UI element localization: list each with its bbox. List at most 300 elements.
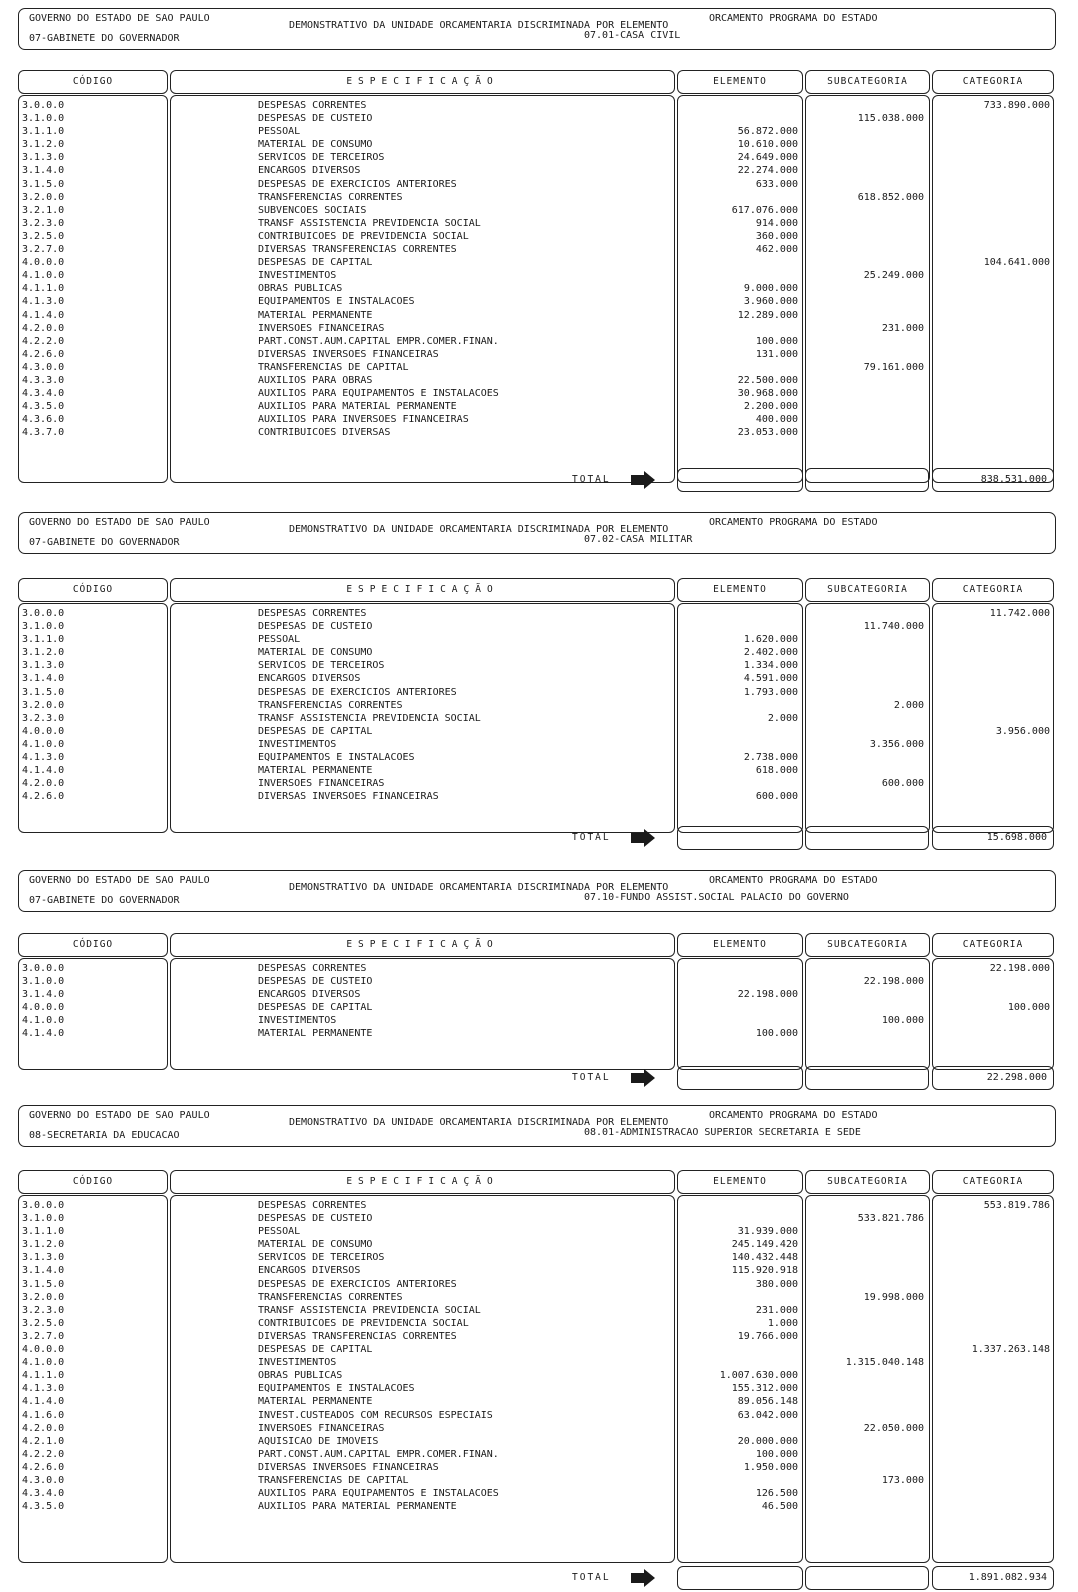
row-elemento: 2.402.000: [743, 647, 798, 659]
row-specification: DIVERSAS TRANSFERENCIAS CORRENTES: [258, 244, 457, 256]
row-elemento: 2.200.000: [743, 401, 798, 413]
row-specification: AUXILIOS PARA MATERIAL PERMANENTE: [258, 401, 457, 413]
row-code: 4.1.0.0: [22, 270, 65, 282]
budget-table: [18, 70, 1054, 484]
row-code: 3.1.4.0: [22, 673, 65, 685]
row-specification: INVERSOES FINANCEIRAS: [258, 1422, 385, 1434]
row-specification: TRANSFERENCIAS DE CAPITAL: [258, 361, 409, 373]
row-code: 3.1.0.0: [22, 113, 65, 125]
header-title: DEMONSTRATIVO DA UNIDADE ORCAMENTARIA DISCRIMINADA POR ELEMENTO: [289, 524, 669, 535]
table-row: [18, 191, 1054, 204]
row-specification: DIVERSAS INVERSOES FINANCEIRAS: [258, 791, 439, 803]
row-code: 4.1.6.0: [22, 1409, 65, 1421]
row-specification: EQUIPAMENTOS E INSTALACOES: [258, 1383, 415, 1395]
table-row: [18, 1291, 1054, 1304]
row-elemento: 100.000: [755, 1028, 798, 1040]
row-subcategoria: 173.000: [881, 1474, 924, 1486]
row-elemento: 56.872.000: [737, 126, 798, 138]
table-row: [18, 1356, 1054, 1369]
header-program: ORCAMENTO PROGRAMA DO ESTADO: [709, 875, 878, 886]
table-rows: [18, 1199, 1054, 1513]
row-code: 3.1.4.0: [22, 1265, 65, 1277]
row-specification: SUBVENCOES SOCIAIS: [258, 204, 367, 216]
row-specification: TRANSFERENCIAS CORRENTES: [258, 699, 403, 711]
column-header-categoria: CATEGORIA: [932, 578, 1054, 602]
row-elemento: 22.198.000: [737, 989, 798, 1001]
table-row: [18, 230, 1054, 243]
row-code: 3.2.3.0: [22, 1304, 65, 1316]
row-elemento: 23.053.000: [737, 427, 798, 439]
table-row: [18, 348, 1054, 361]
column-header-codigo: CÓDIGO: [18, 578, 168, 602]
row-specification: DESPESAS DE CAPITAL: [258, 1002, 373, 1014]
table-row: [18, 374, 1054, 387]
row-code: 3.2.5.0: [22, 1317, 65, 1329]
column-header-subcategoria: SUBCATEGORIA: [805, 1170, 930, 1194]
row-subcategoria: 2.000: [893, 699, 924, 711]
row-elemento: 2.000: [767, 712, 798, 724]
header-subunit: 07.02-CASA MILITAR: [584, 534, 693, 545]
table-row: [18, 1382, 1054, 1395]
table-row: [18, 1199, 1054, 1212]
column-header-categoria: CATEGORIA: [932, 1170, 1054, 1194]
row-subcategoria: 618.852.000: [857, 191, 924, 203]
row-code: 3.2.0.0: [22, 1291, 65, 1303]
total-label: TOTAL: [572, 1572, 611, 1583]
row-specification: TRANSFERENCIAS DE CAPITAL: [258, 1474, 409, 1486]
table-row: [18, 99, 1054, 112]
total-box-categoria: 15.698.000: [932, 826, 1054, 850]
row-specification: PESSOAL: [258, 634, 301, 646]
header-government: GOVERNO DO ESTADO DE SAO PAULO: [29, 875, 210, 886]
table-row: [18, 1435, 1054, 1448]
row-specification: CONTRIBUICOES DE PREVIDENCIA SOCIAL: [258, 1317, 469, 1329]
row-code: 3.2.0.0: [22, 191, 65, 203]
row-code: 3.1.2.0: [22, 647, 65, 659]
table-row: [18, 1014, 1054, 1027]
row-specification: PART.CONST.AUM.CAPITAL EMPR.COMER.FINAN.: [258, 1448, 499, 1460]
row-specification: AUXILIOS PARA EQUIPAMENTOS E INSTALACOES: [258, 1488, 499, 1500]
row-specification: DIVERSAS INVERSOES FINANCEIRAS: [258, 1461, 439, 1473]
row-categoria: 553.819.786: [983, 1200, 1050, 1211]
row-subcategoria: 25.249.000: [863, 270, 924, 282]
header-program: ORCAMENTO PROGRAMA DO ESTADO: [709, 1110, 878, 1121]
table-row: [18, 1264, 1054, 1277]
row-code: 4.2.6.0: [22, 791, 65, 803]
row-code: 4.3.6.0: [22, 414, 65, 426]
table-row: [18, 426, 1054, 439]
table-row: [18, 400, 1054, 413]
row-code: 4.2.0.0: [22, 1422, 65, 1434]
table-row: [18, 1317, 1054, 1330]
header-title: DEMONSTRATIVO DA UNIDADE ORCAMENTARIA DISCRIMINADA POR ELEMENTO: [289, 882, 669, 893]
table-row: [18, 309, 1054, 322]
row-specification: AUXILIOS PARA INVERSOES FINANCEIRAS: [258, 414, 469, 426]
table-row: [18, 1001, 1054, 1014]
row-code: 4.3.3.0: [22, 374, 65, 386]
table-row: [18, 151, 1054, 164]
row-code: 3.1.5.0: [22, 178, 65, 190]
row-specification: DIVERSAS TRANSFERENCIAS CORRENTES: [258, 1330, 457, 1342]
row-elemento: 155.312.000: [731, 1383, 798, 1395]
total-box-elemento: [677, 468, 803, 492]
row-specification: DIVERSAS INVERSOES FINANCEIRAS: [258, 348, 439, 360]
row-elemento: 30.968.000: [737, 388, 798, 400]
row-code: 4.3.4.0: [22, 1488, 65, 1500]
row-specification: DESPESAS DE CUSTEIO: [258, 621, 373, 633]
row-code: 4.0.0.0: [22, 257, 65, 269]
row-elemento: 600.000: [755, 791, 798, 803]
row-categoria: 104.641.000: [983, 257, 1050, 269]
row-elemento: 100.000: [755, 1448, 798, 1460]
total-row: [0, 1566, 1078, 1590]
row-code: 4.2.1.0: [22, 1435, 65, 1447]
row-categoria: 3.956.000: [995, 725, 1050, 737]
row-specification: TRANSFERENCIAS CORRENTES: [258, 191, 403, 203]
row-elemento: 1.007.630.000: [719, 1370, 798, 1382]
row-specification: INVESTIMENTOS: [258, 738, 337, 750]
row-specification: PESSOAL: [258, 1226, 301, 1238]
budget-table: [18, 578, 1054, 834]
row-elemento: 1.950.000: [743, 1461, 798, 1473]
row-categoria: 1.337.263.148: [971, 1344, 1050, 1356]
row-specification: INVERSOES FINANCEIRAS: [258, 778, 385, 790]
row-specification: PESSOAL: [258, 126, 301, 138]
header-unit: 07-GABINETE DO GOVERNADOR: [29, 33, 180, 44]
row-categoria: 100.000: [1007, 1002, 1050, 1014]
table-row: [18, 164, 1054, 177]
table-row: [18, 633, 1054, 646]
row-code: 4.0.0.0: [22, 1002, 65, 1014]
row-specification: ENCARGOS DIVERSOS: [258, 673, 361, 685]
table-row: [18, 335, 1054, 348]
row-specification: MATERIAL PERMANENTE: [258, 1028, 373, 1040]
row-code: 4.1.3.0: [22, 296, 65, 308]
row-specification: DESPESAS DE CAPITAL: [258, 257, 373, 269]
row-elemento: 126.500: [755, 1488, 798, 1500]
table-row: [18, 387, 1054, 400]
row-code: 4.3.0.0: [22, 1474, 65, 1486]
row-elemento: 4.591.000: [743, 673, 798, 685]
total-label: TOTAL: [572, 832, 611, 843]
row-code: 4.1.4.0: [22, 1396, 65, 1408]
row-elemento: 618.000: [755, 765, 798, 777]
row-code: 4.1.1.0: [22, 1370, 65, 1382]
total-row: [0, 468, 1078, 492]
header-subunit: 07.10-FUNDO ASSIST.SOCIAL PALACIO DO GOVERNO: [584, 892, 849, 903]
row-elemento: 1.620.000: [743, 634, 798, 646]
table-row: [18, 764, 1054, 777]
row-code: 3.1.2.0: [22, 1239, 65, 1251]
row-code: 4.1.4.0: [22, 765, 65, 777]
table-row: [18, 1330, 1054, 1343]
header-unit: 07-GABINETE DO GOVERNADOR: [29, 537, 180, 548]
column-header-codigo: CÓDIGO: [18, 1170, 168, 1194]
table-row: [18, 1409, 1054, 1422]
row-specification: ENCARGOS DIVERSOS: [258, 989, 361, 1001]
row-elemento: 10.610.000: [737, 139, 798, 151]
column-header-codigo: CÓDIGO: [18, 933, 168, 957]
table-row: [18, 988, 1054, 1001]
row-subcategoria: 115.038.000: [857, 113, 924, 125]
header-program: ORCAMENTO PROGRAMA DO ESTADO: [709, 13, 878, 24]
row-code: 3.1.0.0: [22, 1213, 65, 1225]
table-rows: [18, 99, 1054, 439]
row-code: 4.1.0.0: [22, 738, 65, 750]
row-code: 4.0.0.0: [22, 1344, 65, 1356]
row-subcategoria: 11.740.000: [863, 621, 924, 633]
total-box-subcategoria: [805, 1566, 929, 1590]
row-code: 3.1.4.0: [22, 165, 65, 177]
row-elemento: 9.000.000: [743, 283, 798, 295]
table-row: [18, 1369, 1054, 1382]
table-row: [18, 1422, 1054, 1435]
total-box-elemento: [677, 1066, 803, 1090]
section-header: [18, 8, 1056, 50]
table-row: [18, 295, 1054, 308]
row-specification: MATERIAL DE CONSUMO: [258, 139, 373, 151]
table-row: [18, 1487, 1054, 1500]
row-code: 3.2.3.0: [22, 712, 65, 724]
row-code: 3.1.1.0: [22, 634, 65, 646]
row-elemento: 46.500: [761, 1501, 798, 1513]
column-header-elemento: ELEMENTO: [677, 70, 803, 94]
row-code: 3.0.0.0: [22, 963, 65, 974]
table-row: [18, 322, 1054, 335]
column-header-subcategoria: SUBCATEGORIA: [805, 933, 930, 957]
row-specification: DESPESAS DE EXERCICIOS ANTERIORES: [258, 1278, 457, 1290]
row-elemento: 380.000: [755, 1278, 798, 1290]
row-subcategoria: 1.315.040.148: [845, 1357, 924, 1369]
row-code: 3.1.4.0: [22, 989, 65, 1001]
column-header-subcategoria: SUBCATEGORIA: [805, 578, 930, 602]
row-specification: AUXILIOS PARA MATERIAL PERMANENTE: [258, 1501, 457, 1513]
row-subcategoria: 22.050.000: [863, 1422, 924, 1434]
row-specification: MATERIAL PERMANENTE: [258, 309, 373, 321]
row-specification: INVESTIMENTOS: [258, 270, 337, 282]
row-specification: DESPESAS DE EXERCICIOS ANTERIORES: [258, 178, 457, 190]
row-code: 4.1.0.0: [22, 1015, 65, 1027]
row-code: 3.0.0.0: [22, 100, 65, 111]
total-box-elemento: [677, 1566, 803, 1590]
table-row: [18, 975, 1054, 988]
row-code: 4.3.5.0: [22, 401, 65, 413]
table-row: [18, 138, 1054, 151]
budget-table: [18, 1170, 1054, 1564]
row-specification: MATERIAL DE CONSUMO: [258, 1239, 373, 1251]
column-header-elemento: ELEMENTO: [677, 933, 803, 957]
row-code: 4.2.6.0: [22, 1461, 65, 1473]
row-elemento: 19.766.000: [737, 1330, 798, 1342]
row-code: 3.0.0.0: [22, 608, 65, 619]
row-specification: CONTRIBUICOES DIVERSAS: [258, 427, 391, 439]
header-government: GOVERNO DO ESTADO DE SAO PAULO: [29, 1110, 210, 1121]
total-box-subcategoria: [805, 826, 929, 850]
table-row: [18, 738, 1054, 751]
total-box-categoria: 1.891.082.934: [932, 1566, 1054, 1590]
table-row: [18, 269, 1054, 282]
row-elemento: 20.000.000: [737, 1435, 798, 1447]
column-header-especificacao: ESPECIFICAÇÃO: [170, 933, 675, 957]
row-elemento: 140.432.448: [731, 1252, 798, 1264]
row-specification: SERVICOS DE TERCEIROS: [258, 152, 385, 164]
column-header-especificacao: ESPECIFICAÇÃO: [170, 578, 675, 602]
row-code: 3.1.2.0: [22, 139, 65, 151]
row-specification: MATERIAL PERMANENTE: [258, 765, 373, 777]
row-specification: EQUIPAMENTOS E INSTALACOES: [258, 296, 415, 308]
row-code: 4.1.1.0: [22, 283, 65, 295]
row-code: 4.2.0.0: [22, 778, 65, 790]
table-row: [18, 686, 1054, 699]
row-specification: AUXILIOS PARA EQUIPAMENTOS E INSTALACOES: [258, 388, 499, 400]
row-code: 3.1.3.0: [22, 660, 65, 672]
row-subcategoria: 100.000: [881, 1015, 924, 1027]
row-code: 3.1.5.0: [22, 686, 65, 698]
column-header-elemento: ELEMENTO: [677, 1170, 803, 1194]
row-code: 4.3.5.0: [22, 1501, 65, 1513]
arrow-right-icon: [630, 1569, 656, 1587]
row-code: 3.1.1.0: [22, 126, 65, 138]
table-row: [18, 243, 1054, 256]
row-elemento: 3.960.000: [743, 296, 798, 308]
section-header: [18, 512, 1056, 554]
total-row: [0, 826, 1078, 850]
header-unit: 08-SECRETARIA DA EDUCACAO: [29, 1130, 180, 1141]
column-header-especificacao: ESPECIFICAÇÃO: [170, 1170, 675, 1194]
row-elemento: 914.000: [755, 217, 798, 229]
row-subcategoria: 600.000: [881, 778, 924, 790]
row-specification: DESPESAS DE CUSTEIO: [258, 976, 373, 988]
row-code: 4.1.0.0: [22, 1357, 65, 1369]
header-title: DEMONSTRATIVO DA UNIDADE ORCAMENTARIA DISCRIMINADA POR ELEMENTO: [289, 20, 669, 31]
row-specification: TRANSF ASSISTENCIA PREVIDENCIA SOCIAL: [258, 712, 481, 724]
table-row: [18, 751, 1054, 764]
header-government: GOVERNO DO ESTADO DE SAO PAULO: [29, 517, 210, 528]
table-row: [18, 1500, 1054, 1513]
row-specification: SERVICOS DE TERCEIROS: [258, 1252, 385, 1264]
table-row: [18, 1225, 1054, 1238]
row-code: 4.3.4.0: [22, 388, 65, 400]
row-subcategoria: 79.161.000: [863, 361, 924, 373]
section-header: [18, 1105, 1056, 1147]
column-header-subcategoria: SUBCATEGORIA: [805, 70, 930, 94]
row-elemento: 89.056.148: [737, 1396, 798, 1408]
row-code: 3.2.5.0: [22, 230, 65, 242]
table-row: [18, 361, 1054, 374]
arrow-right-icon: [630, 1069, 656, 1087]
row-code: 4.2.0.0: [22, 322, 65, 334]
table-row: [18, 125, 1054, 138]
column-header-especificacao: ESPECIFICAÇÃO: [170, 70, 675, 94]
row-elemento: 22.274.000: [737, 165, 798, 177]
table-rows: [18, 962, 1054, 1041]
row-categoria: 733.890.000: [983, 100, 1050, 111]
row-elemento: 633.000: [755, 178, 798, 190]
row-specification: DESPESAS DE EXERCICIOS ANTERIORES: [258, 686, 457, 698]
row-elemento: 617.076.000: [731, 204, 798, 216]
total-box-categoria: 22.298.000: [932, 1066, 1054, 1090]
table-rows: [18, 607, 1054, 803]
arrow-right-icon: [630, 829, 656, 847]
row-specification: DESPESAS DE CUSTEIO: [258, 1213, 373, 1225]
table-row: [18, 1448, 1054, 1461]
row-specification: DESPESAS CORRENTES: [258, 100, 367, 111]
row-elemento: 360.000: [755, 230, 798, 242]
table-row: [18, 1251, 1054, 1264]
row-specification: INVESTIMENTOS: [258, 1357, 337, 1369]
row-specification: AQUISICAO DE IMOVEIS: [258, 1435, 379, 1447]
row-elemento: 2.738.000: [743, 752, 798, 764]
header-subunit: 07.01-CASA CIVIL: [584, 30, 681, 41]
row-specification: INVERSOES FINANCEIRAS: [258, 322, 385, 334]
row-specification: DESPESAS DE CUSTEIO: [258, 113, 373, 125]
header-program: ORCAMENTO PROGRAMA DO ESTADO: [709, 517, 878, 528]
row-elemento: 12.289.000: [737, 309, 798, 321]
row-specification: INVESTIMENTOS: [258, 1015, 337, 1027]
row-elemento: 1.000: [767, 1317, 798, 1329]
row-elemento: 115.920.918: [731, 1265, 798, 1277]
row-subcategoria: 231.000: [881, 322, 924, 334]
row-elemento: 31.939.000: [737, 1226, 798, 1238]
row-code: 3.2.7.0: [22, 1330, 65, 1342]
row-code: 3.1.1.0: [22, 1226, 65, 1238]
row-subcategoria: 3.356.000: [869, 738, 924, 750]
row-specification: DESPESAS DE CAPITAL: [258, 1344, 373, 1356]
table-row: [18, 790, 1054, 803]
row-specification: EQUIPAMENTOS E INSTALACOES: [258, 752, 415, 764]
table-row: [18, 217, 1054, 230]
table-row: [18, 256, 1054, 269]
table-row: [18, 178, 1054, 191]
table-row: [18, 1304, 1054, 1317]
header-subunit: 08.01-ADMINISTRACAO SUPERIOR SECRETARIA E SEDE: [584, 1127, 861, 1138]
row-code: 3.2.3.0: [22, 217, 65, 229]
row-specification: TRANSF ASSISTENCIA PREVIDENCIA SOCIAL: [258, 217, 481, 229]
column-header-elemento: ELEMENTO: [677, 578, 803, 602]
section-header: [18, 870, 1056, 912]
row-elemento: 1.793.000: [743, 686, 798, 698]
row-subcategoria: 533.821.786: [857, 1213, 924, 1225]
table-row: [18, 712, 1054, 725]
header-government: GOVERNO DO ESTADO DE SAO PAULO: [29, 13, 210, 24]
table-row: [18, 1474, 1054, 1487]
row-categoria: 22.198.000: [989, 963, 1050, 974]
row-elemento: 63.042.000: [737, 1409, 798, 1421]
row-code: 4.2.2.0: [22, 1448, 65, 1460]
budget-table: [18, 933, 1054, 1071]
table-row: [18, 1461, 1054, 1474]
row-code: 4.2.6.0: [22, 348, 65, 360]
row-code: 3.0.0.0: [22, 1200, 65, 1211]
row-specification: ENCARGOS DIVERSOS: [258, 165, 361, 177]
row-specification: AUXILIOS PARA OBRAS: [258, 374, 373, 386]
row-subcategoria: 22.198.000: [863, 976, 924, 988]
total-box-categoria: 838.531.000: [932, 468, 1054, 492]
row-specification: SERVICOS DE TERCEIROS: [258, 660, 385, 672]
total-box-subcategoria: [805, 468, 929, 492]
table-row: [18, 725, 1054, 738]
table-row: [18, 1278, 1054, 1291]
column-header-categoria: CATEGORIA: [932, 933, 1054, 957]
row-specification: DESPESAS CORRENTES: [258, 1200, 367, 1211]
row-elemento: 400.000: [755, 414, 798, 426]
row-code: 4.0.0.0: [22, 725, 65, 737]
table-row: [18, 1212, 1054, 1225]
row-code: 4.3.0.0: [22, 361, 65, 373]
table-row: [18, 620, 1054, 633]
table-row: [18, 699, 1054, 712]
table-row: [18, 777, 1054, 790]
